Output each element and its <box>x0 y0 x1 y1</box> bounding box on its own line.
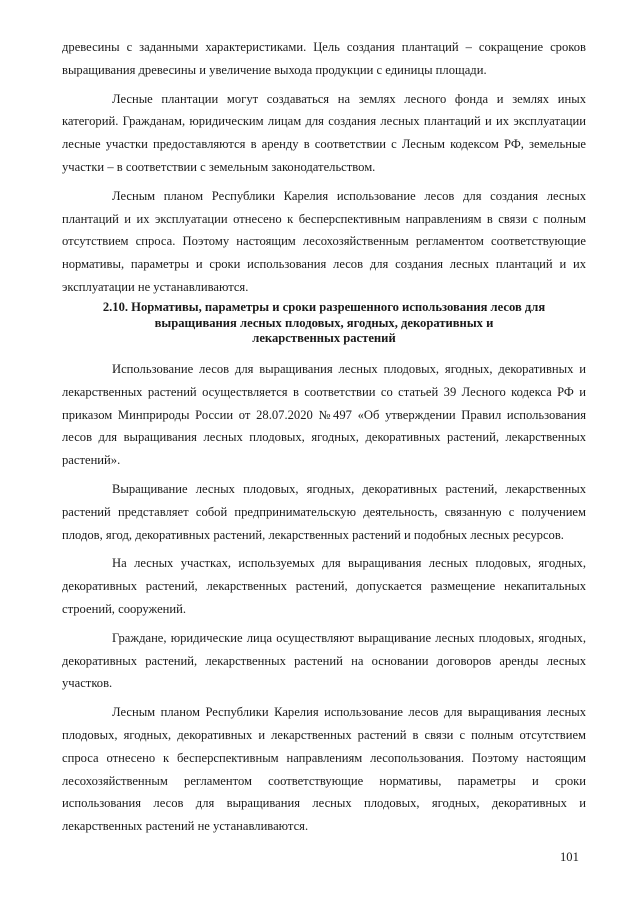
section-heading-line: лекарственных растений <box>252 331 396 345</box>
paragraph: Выращивание лесных плодовых, ягодных, декоративных растений, лекарственных растений представляет собой предпринимательскую деятельность, связанную с получением плодов, ягод, декоративных растений, лекарственных растений и подобных лесных ресурсов. <box>62 481 586 542</box>
paragraph: Лесные плантации могут создаваться на землях лесного фонда и землях иных категорий. Гражданам, юридическим лицам для создания лесных плантаций и их эксплуатации лесные участки предоставляются в аренду в соответствии с Лесным кодексом РФ, земельные участки – в соответствии с земельным законодательством. <box>62 91 586 174</box>
paragraph: Граждане, юридические лица осуществляют выращивание лесных плодовых, ягодных, декоративных растений, лекарственных растений на основании договоров аренды лесных участков. <box>62 630 586 691</box>
top-text-block <box>62 36 586 299</box>
paragraph: Лесным планом Республики Карелия использование лесов для создания лесных плантаций и их эксплуатации отнесено к бесперспективным направлениям в связи с полным отсутствием спроса. Поэтому настоящим лесохозяйственным регламентом соответствующие нормативы, параметры и сроки использования лесов для создания лесных плантаций и их эксплуатации не устанавливаются. <box>62 188 586 294</box>
paragraph: На лесных участках, используемых для выращивания лесных плодовых, ягодных, декоративных растений, лекарственных растений, допускается размещение некапитальных строений, сооружений. <box>62 556 586 616</box>
page-number: 101 <box>560 850 579 864</box>
section-heading-line: 2.10. Нормативы, параметры и сроки разрешенного использования лесов для <box>102 300 546 314</box>
paragraph: Лесным планом Республики Карелия использование лесов для выращивания лесных плодовых, ягодных, декоративных и лекарственных растений в связи с полным отсутствием спроса отнесено к бесперспективным направлениям лесопользования. Поэтому настоящим лесохозяйственным регламентом соответствующие нормативы, параметры и сроки использования лесов для выращивания лесных плодовых, ягодных, декоративных и лекарственных растений не устанавливаются. <box>62 705 586 834</box>
section-text-block <box>62 358 586 838</box>
paragraph: древесины с заданными характеристиками. Цель создания плантаций – сокращение сроков выращивания древесины и увеличение выхода продукции с единицы площади. <box>62 40 586 77</box>
section-heading-line: выращивания лесных плодовых, ягодных, декоративных и <box>154 315 494 330</box>
paragraph: Использование лесов для выращивания лесных плодовых, ягодных, декоративных и лекарственных растений осуществляется в соответствии со статьей 39 Лесного кодекса РФ и приказом Минприроды России от 28.07.2020 №497 «Об утверждении Правил использования лесов для выращивания лесных плодовых, ягодных, декоративных растений, лекарственных растений». <box>62 362 586 468</box>
section-heading <box>62 300 586 347</box>
